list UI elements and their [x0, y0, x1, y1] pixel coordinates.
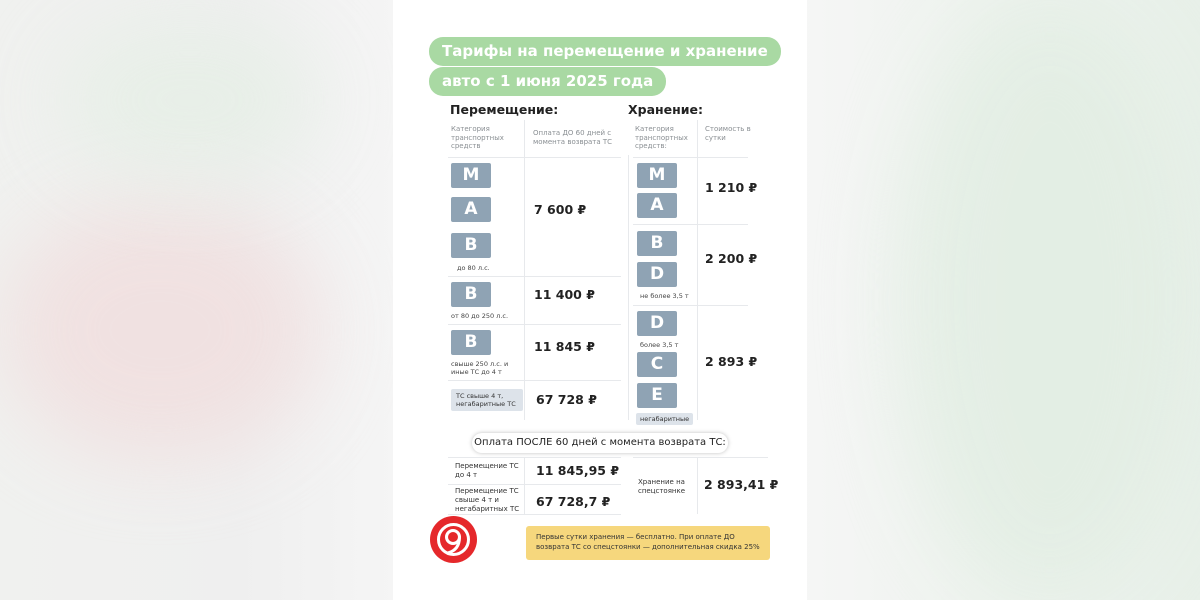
category-badge-b: B	[451, 330, 491, 355]
after-60-days-heading: Оплата ПОСЛЕ 60 дней с момента возврата ТС:	[472, 433, 728, 453]
column-divider	[697, 458, 698, 514]
category-badge-a: A	[637, 193, 677, 218]
category-badge-d: D	[637, 262, 677, 287]
row-divider	[448, 484, 621, 485]
background-blur	[0, 200, 320, 460]
storage-heading: Хранение:	[628, 102, 704, 117]
row-divider	[448, 276, 621, 277]
moving-col-category: Категория транспортных средств	[451, 125, 504, 150]
background-blur	[60, 20, 320, 180]
storage-col-category: Категория транспортных средств:	[635, 125, 688, 150]
column-divider	[524, 458, 525, 514]
row-divider	[448, 157, 621, 158]
category-badge-b: B	[451, 282, 491, 307]
after-storage-label: Хранение на спецстоянке	[638, 478, 686, 495]
title-line-1: Тарифы на перемещение и хранение	[429, 37, 781, 66]
category-badge-m: M	[637, 163, 677, 188]
moving-col-price: Оплата ДО 60 дней с момента возврата ТС	[533, 129, 613, 146]
column-divider	[524, 120, 525, 420]
storage-price: 2 893 ₽	[705, 354, 758, 369]
after-moving-price: 11 845,95 ₽	[536, 463, 620, 478]
column-divider	[628, 155, 629, 420]
row-divider	[448, 324, 621, 325]
after-storage-price: 2 893,41 ₽	[704, 477, 779, 492]
discount-banner: Первые сутки хранения — бесплатно. При оплате ДО возврата ТС со спецстоянки — дополнительная скидка 25%	[526, 526, 770, 560]
tariff-poster	[393, 0, 807, 600]
moving-price: 67 728 ₽	[536, 392, 597, 407]
category-note: не более 3,5 т	[640, 292, 689, 300]
row-divider	[633, 305, 748, 306]
moving-price: 11 400 ₽	[534, 287, 595, 302]
category-note: от 80 до 250 л.с.	[451, 312, 509, 320]
category-badge-b: B	[637, 231, 677, 256]
row-divider	[448, 514, 621, 515]
category-badge-e: E	[637, 383, 677, 408]
category-note: более 3,5 т	[640, 341, 679, 349]
category-badge-m: M	[451, 163, 491, 188]
category-badge-b: B	[451, 233, 491, 258]
moving-price: 11 845 ₽	[534, 339, 595, 354]
storage-col-price: Стоимость в сутки	[705, 125, 751, 142]
after-moving-label: Перемещение ТС свыше 4 т и негабаритных ТС	[455, 487, 520, 513]
category-badge-d: D	[637, 311, 677, 336]
title-line-2: авто с 1 июня 2025 года	[429, 67, 666, 96]
storage-price: 2 200 ₽	[705, 251, 758, 266]
row-divider	[633, 157, 748, 158]
row-divider	[633, 224, 748, 225]
column-divider	[697, 120, 698, 420]
category-chip: ТС свыше 4 т, негабаритные ТС	[451, 389, 523, 411]
row-divider	[633, 457, 768, 458]
category-note: свыше 250 л.с. и иные ТС до 4 т	[451, 360, 509, 376]
row-divider	[448, 380, 621, 381]
category-badge-c: C	[637, 352, 677, 377]
storage-price: 1 210 ₽	[705, 180, 758, 195]
after-moving-price: 67 728,7 ₽	[536, 494, 611, 509]
after-moving-label: Перемещение ТС до 4 т	[455, 462, 519, 479]
moscow-transport-logo-icon	[430, 516, 477, 563]
moving-price: 7 600 ₽	[534, 202, 587, 217]
row-divider	[448, 457, 621, 458]
moving-heading: Перемещение:	[450, 102, 559, 117]
background-blur	[900, 0, 1200, 600]
category-note: до 80 л.с.	[457, 264, 490, 272]
category-chip: негабаритные	[636, 413, 693, 425]
category-badge-a: A	[451, 197, 491, 222]
